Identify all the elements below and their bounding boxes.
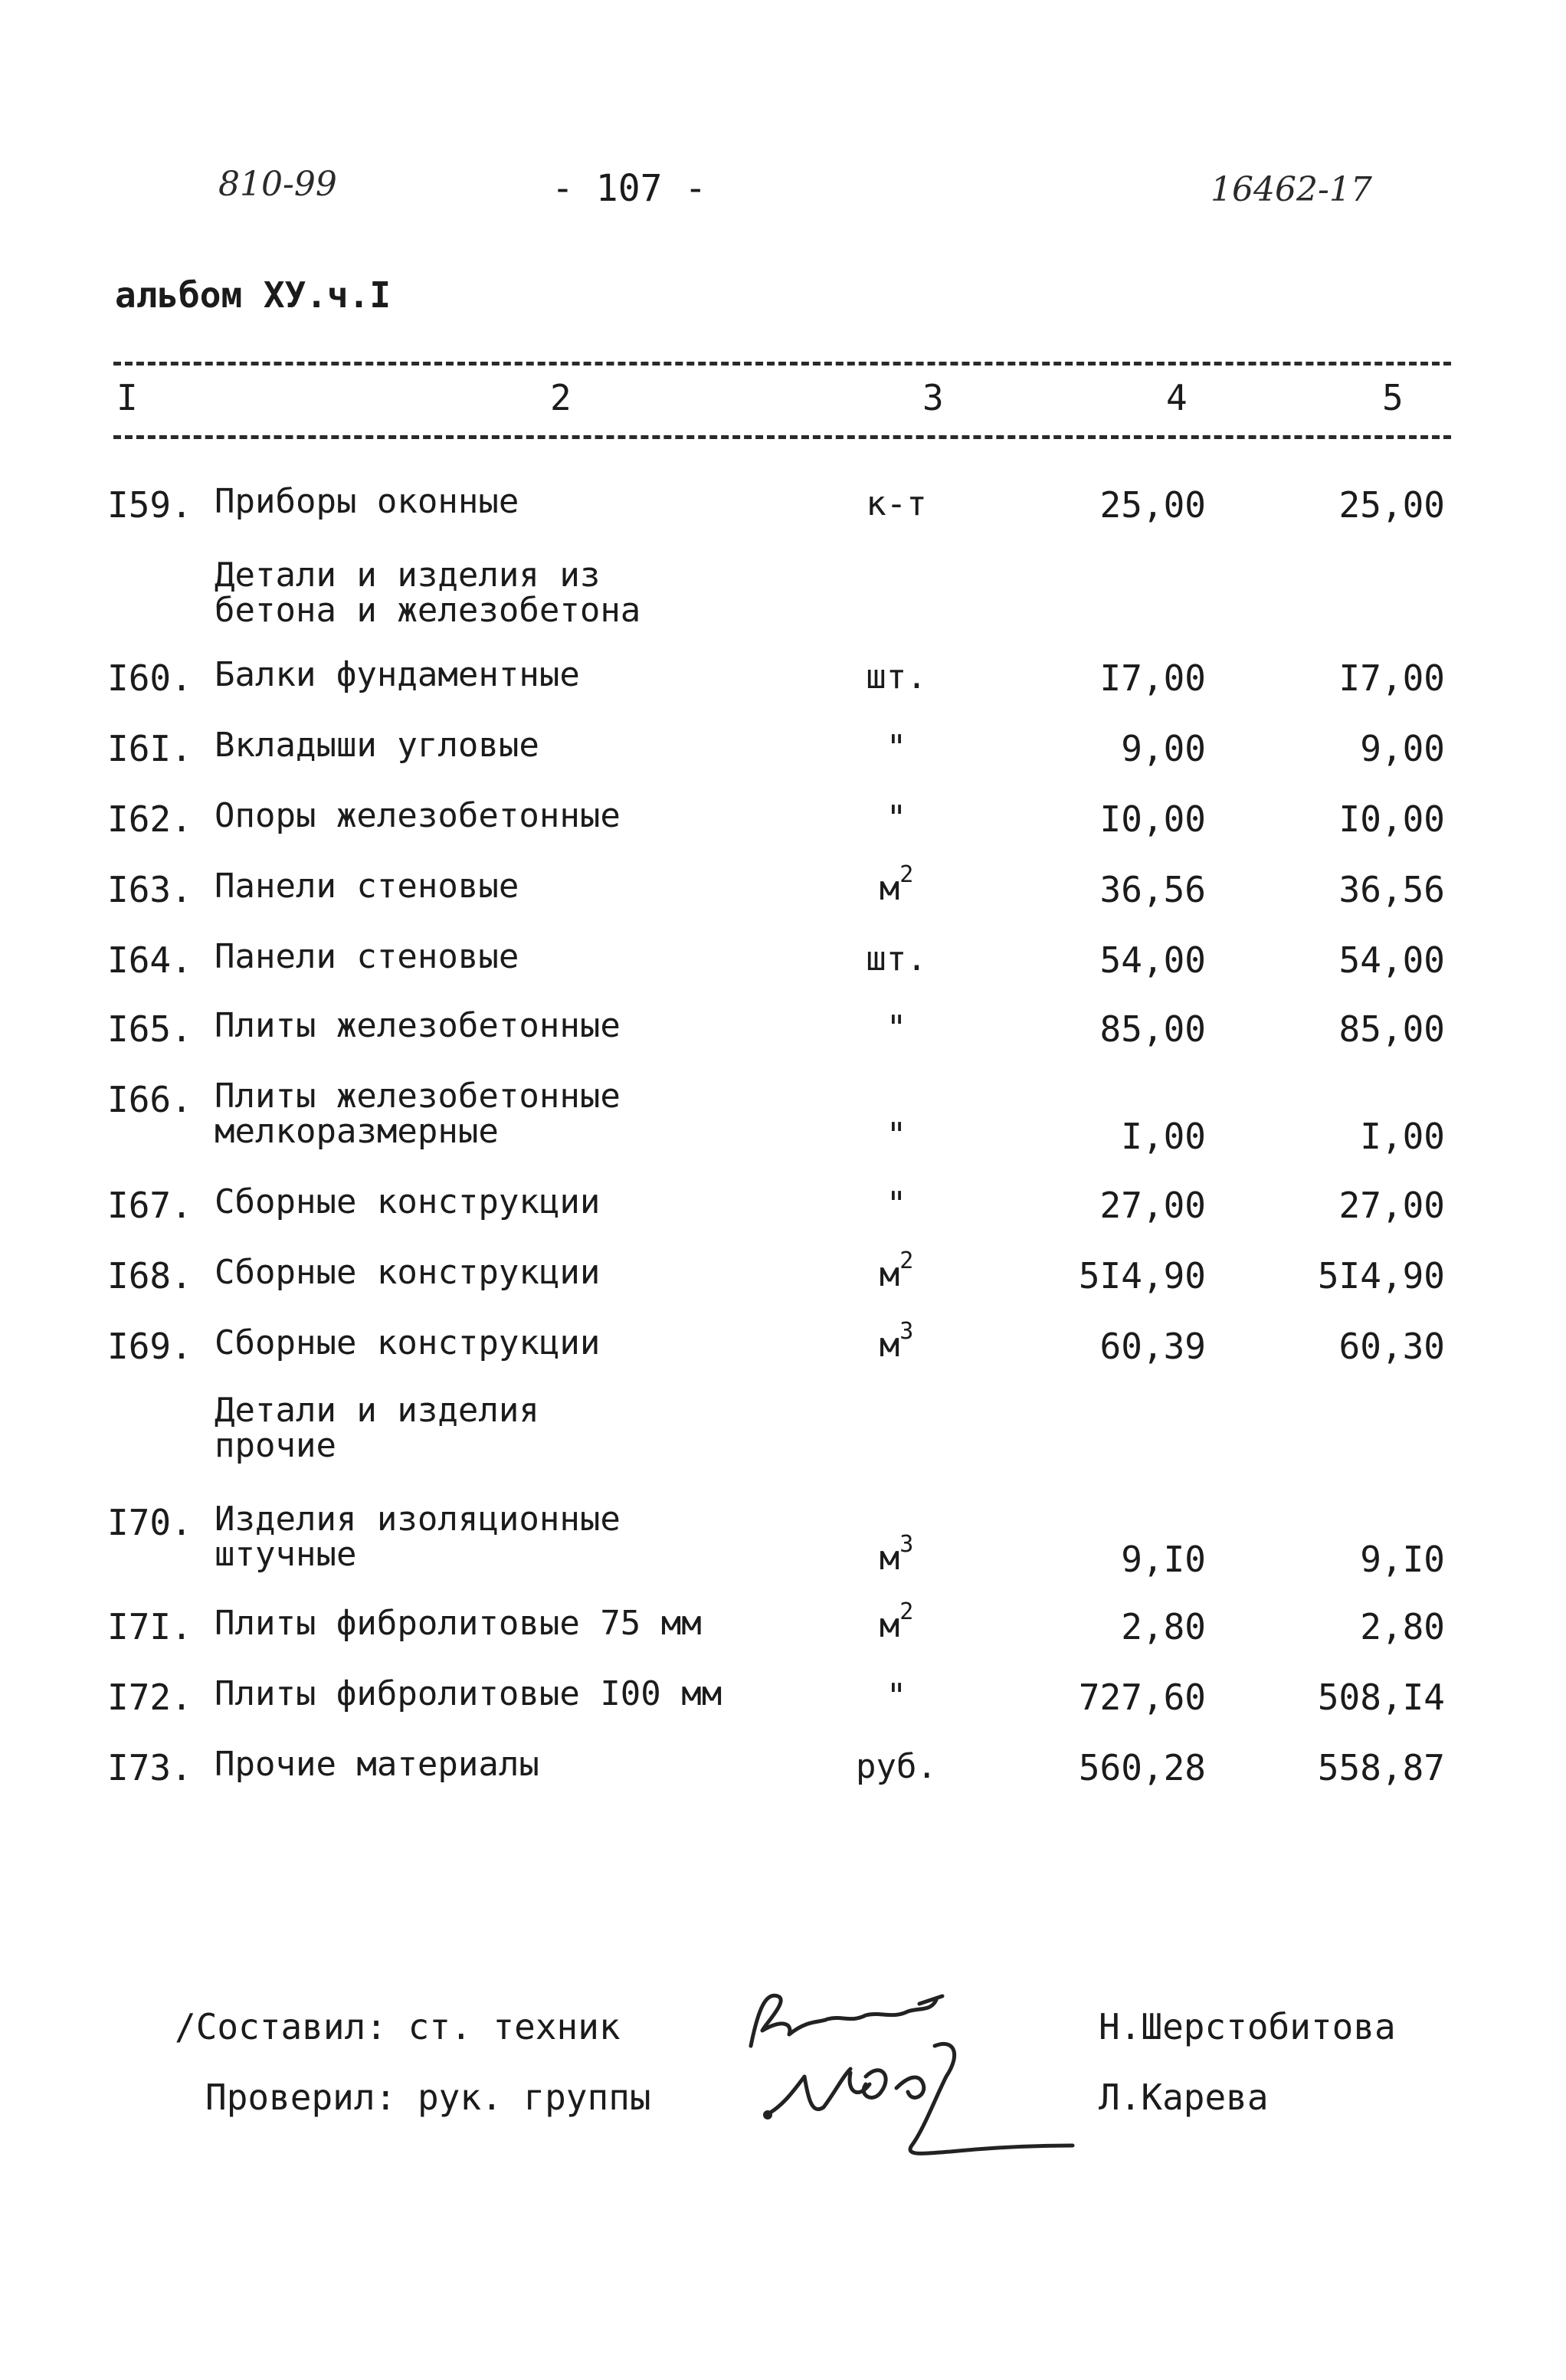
row-value-col4: I7,00: [1099, 657, 1206, 699]
album-label: альбом ХУ.ч.I: [115, 274, 392, 316]
row-value-col5: 9,I0: [1360, 1539, 1445, 1580]
row-unit: $м^2$: [879, 1598, 914, 1645]
row-number: I7I.: [107, 1606, 192, 1647]
row-unit: $м^2$: [879, 1247, 914, 1294]
table-top-rule: [113, 362, 1451, 366]
row-name: Плиты фибролитовые 75 мм: [215, 1604, 702, 1643]
checked-by-name: Л.Карева: [1099, 2077, 1269, 2118]
row-number: I70.: [107, 1502, 192, 1543]
row-value-col4: 60,39: [1099, 1326, 1206, 1367]
row-unit: шт.: [866, 939, 927, 979]
row-value-col5: 25,00: [1338, 484, 1445, 526]
row-value-col4: 560,28: [1078, 1747, 1206, 1788]
section-heading-concrete: Детали и изделия из бетона и железобетона: [215, 556, 641, 630]
row-unit: ": [886, 1008, 907, 1047]
row-name: Сборные конструкции: [215, 1323, 601, 1362]
row-name: Панели стеновые: [215, 937, 519, 976]
row-value-col5: I7,00: [1338, 657, 1445, 699]
left-code: 810-99: [218, 165, 337, 204]
row-unit: ": [886, 1185, 907, 1224]
column-header-5: 5: [1382, 377, 1404, 418]
row-value-col5: 54,00: [1338, 939, 1445, 981]
row-unit: шт.: [866, 657, 927, 697]
row-value-col5: 27,00: [1338, 1185, 1445, 1226]
row-name: Плиты железобетонные мелкоразмерные: [215, 1077, 621, 1151]
row-unit: ": [886, 1116, 907, 1155]
row-number: I66.: [107, 1079, 192, 1120]
row-unit: руб.: [856, 1747, 937, 1786]
row-value-col5: 60,30: [1338, 1326, 1445, 1367]
table-header-rule: [113, 435, 1451, 439]
column-header-4: 4: [1166, 377, 1188, 418]
row-value-col5: I0,00: [1338, 798, 1445, 840]
row-name: Прочие материалы: [215, 1745, 539, 1784]
row-value-col4: 5I4,90: [1078, 1255, 1206, 1297]
row-value-col5: 558,87: [1317, 1747, 1445, 1788]
column-header-2: 2: [550, 377, 572, 418]
row-number: I59.: [107, 484, 192, 526]
row-number: I60.: [107, 657, 192, 699]
composed-by-name: Н.Шерстобитова: [1099, 2006, 1396, 2047]
row-unit: ": [886, 1677, 907, 1716]
row-value-col5: I,00: [1360, 1116, 1445, 1157]
row-number: I6I.: [107, 728, 192, 769]
page-number: - 107 -: [552, 167, 707, 210]
row-name: Вкладыши угловые: [215, 726, 539, 765]
column-header-1: I: [116, 377, 138, 418]
row-name: Балки фундаментные: [215, 655, 580, 694]
row-number: I62.: [107, 798, 192, 840]
row-number: I69.: [107, 1326, 192, 1367]
row-unit: $м^3$: [879, 1531, 914, 1578]
row-value-col5: 2,80: [1360, 1606, 1445, 1647]
signature-scribble-2: [751, 2031, 1088, 2169]
row-number: I64.: [107, 939, 192, 981]
row-name: Сборные конструкции: [215, 1253, 601, 1292]
row-value-col4: 9,I0: [1121, 1539, 1206, 1580]
row-value-col4: 27,00: [1099, 1185, 1206, 1226]
checked-by-label: Проверил: рук. группы: [205, 2077, 651, 2118]
row-name: Плиты железобетонные: [215, 1006, 621, 1045]
row-name: Изделия изоляционные штучные: [215, 1500, 621, 1574]
composed-by-label: /Составил: ст. техник: [175, 2006, 621, 2047]
row-unit: ": [886, 798, 907, 838]
row-value-col5: 85,00: [1338, 1008, 1445, 1050]
row-number: I72.: [107, 1677, 192, 1718]
row-value-col4: 9,00: [1121, 728, 1206, 769]
row-number: I63.: [107, 869, 192, 910]
row-value-col4: 2,80: [1121, 1606, 1206, 1647]
row-value-col4: 727,60: [1078, 1677, 1206, 1718]
row-name: Опоры железобетонные: [215, 796, 621, 835]
row-value-col4: 54,00: [1099, 939, 1206, 981]
row-number: I68.: [107, 1255, 192, 1297]
row-value-col5: 36,56: [1338, 869, 1445, 910]
row-name: Сборные конструкции: [215, 1182, 601, 1221]
row-value-col5: 508,I4: [1317, 1677, 1445, 1718]
row-number: I65.: [107, 1008, 192, 1050]
row-unit: $м^3$: [879, 1318, 914, 1365]
row-value-col4: 85,00: [1099, 1008, 1206, 1050]
row-unit: $м^2$: [879, 861, 914, 908]
column-header-3: 3: [922, 377, 944, 418]
right-code: 16462-17: [1211, 170, 1372, 209]
row-unit: к-т: [866, 484, 927, 523]
row-value-col4: I,00: [1121, 1116, 1206, 1157]
row-name: Панели стеновые: [215, 867, 519, 906]
row-unit: ": [886, 728, 907, 767]
row-name: Приборы оконные: [215, 482, 519, 521]
row-value-col4: 25,00: [1099, 484, 1206, 526]
row-value-col5: 9,00: [1360, 728, 1445, 769]
section-heading-other: Детали и изделия прочие: [215, 1391, 539, 1465]
row-value-col5: 5I4,90: [1317, 1255, 1445, 1297]
row-value-col4: I0,00: [1099, 798, 1206, 840]
row-number: I73.: [107, 1747, 192, 1788]
row-name: Плиты фибролитовые I00 мм: [215, 1674, 722, 1713]
row-number: I67.: [107, 1185, 192, 1226]
row-value-col4: 36,56: [1099, 869, 1206, 910]
